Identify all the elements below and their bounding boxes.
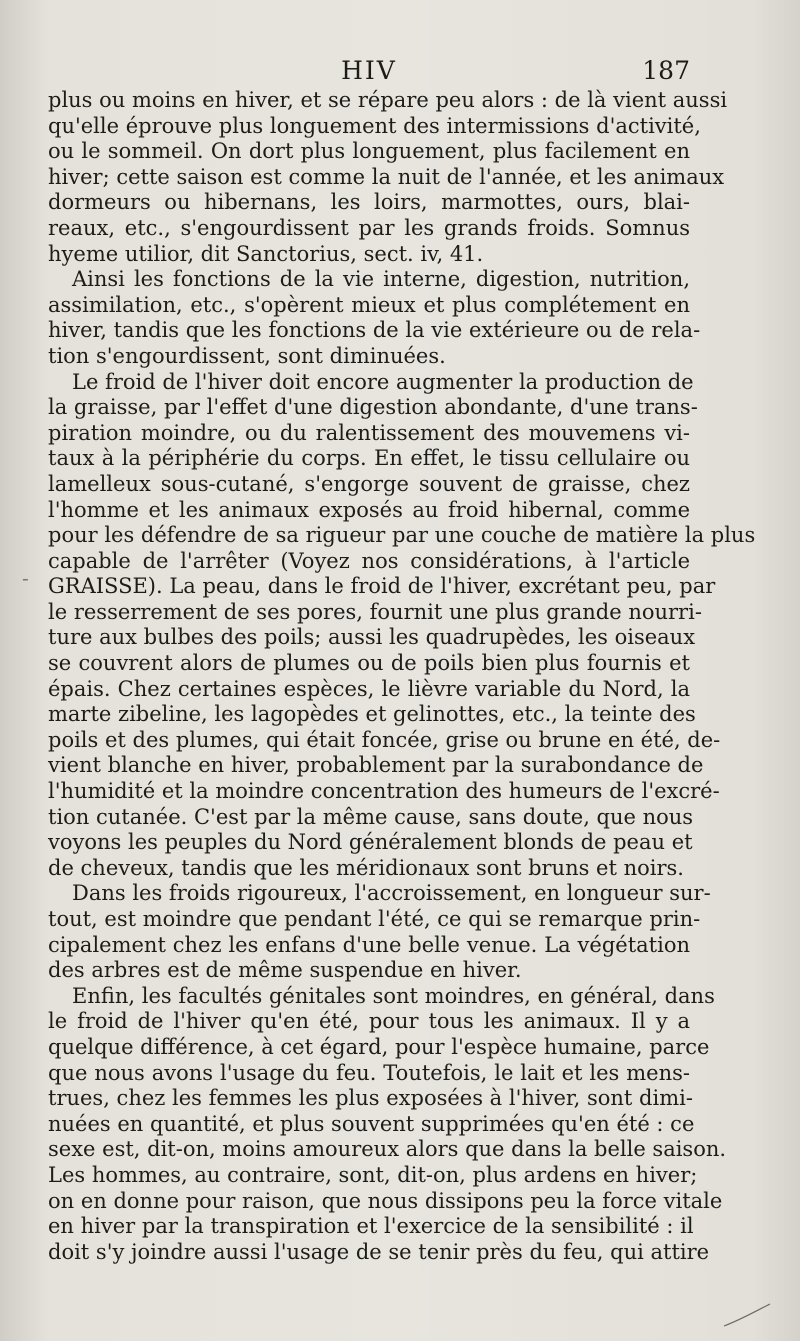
pen-stroke-mark [722,1300,772,1330]
text-line: hiver; cette saison est comme la nuit de l'année, et les animaux [48,164,725,189]
text-line: le resserrement de ses pores, fournit une plus grande nourri- [48,599,702,624]
text-line: qu'elle éprouve plus longuement des intermissions d'activité, [48,113,701,138]
paragraph-5 [48,983,727,1266]
text-line: ture aux bulbes des poils; aussi les quadrupèdes, les oiseaux [48,625,696,650]
text-line: GRAISSE). La peau, dans le froid de l'hiver, excrétant peu, par [48,574,716,599]
text-line: que nous avons l'usage du feu. Toutefois, le lait et les mens- [48,1060,690,1085]
text-line: piration moindre, ou du ralentissement des mouvemens vi- [48,420,690,445]
text-line: cipalement chez les enfans d'une belle venue. La végétation [48,932,690,957]
text-line: lamelleux sous-cutané, s'engorge souvent de graisse, chez [48,471,690,496]
text-line: tion cutanée. C'est par la même cause, sans doute, que nous [48,804,694,829]
text-line: épais. Chez certaines espèces, le lièvre variable du Nord, la [48,676,690,701]
paragraph-1 [48,88,728,267]
text-line: le froid de l'hiver qu'en été, pour tous les animaux. Il y a [48,1009,690,1034]
text-line: doit s'y joindre aussi l'usage de se tenir près du feu, qui attire [48,1239,710,1264]
text-line: hyeme utilior, dit Sanctorius, sect. iv, 41. [48,241,484,266]
text-line: vient blanche en hiver, probablement par la surabondance de [48,753,704,778]
paragraph-2 [48,267,701,369]
text-line: Les hommes, au contraire, sont, dit-on, plus ardens en hiver; [48,1162,698,1187]
paragraph-4 [48,881,711,983]
text-line: la graisse, par l'effet d'une digestion abondante, d'une trans- [48,395,698,420]
text-line: Dans les froids rigoureux, l'accroissement, en longueur sur- [72,881,711,906]
margin-mark: - [22,566,29,590]
text-line: Enfin, les facultés génitales sont moindres, en général, dans [72,983,715,1008]
text-line: on en donne pour raison, que nous dissipons peu la force vitale [48,1188,723,1213]
text-line: l'humidité et la moindre concentration des humeurs de l'excré- [48,779,720,804]
text-line: de cheveux, tandis que les méridionaux sont bruns et noirs. [48,855,684,880]
text-line: capable de l'arrêter (Voyez nos considérations, à l'article [48,548,690,573]
body-text [48,88,756,1265]
text-line: nuées en quantité, et plus souvent supprimées qu'en été : ce [48,1111,695,1136]
text-line: tout, est moindre que pendant l'été, ce qui se remarque prin- [48,907,701,931]
text-line: tion s'engourdissent, sont diminuées. [48,343,446,368]
text-line: quelque différence, à cet égard, pour l'espèce humaine, parce [48,1034,710,1059]
text-line: Ainsi les fonctions de la vie interne, digestion, nutrition, [72,267,690,292]
text-line: dormeurs ou hibernans, les loirs, marmottes, ours, blai- [48,190,690,215]
text-line: des arbres est de même suspendue en hiver. [48,958,522,983]
text-line: reaux, etc., s'engourdissent par les grands froids. Somnus [48,215,690,240]
text-line: marte zibeline, les lagopèdes et gelinottes, etc., la teinte des [48,702,696,727]
text-line: Le froid de l'hiver doit encore augmenter la production de [72,369,694,394]
text-line: ou le sommeil. On dort plus longuement, plus facilement en [48,139,690,164]
page-number: 187 [642,56,690,85]
text-line: voyons les peuples du Nord généralement blonds de peau et [48,830,693,855]
text-line: l'homme et les animaux exposés au froid hibernal, comme [48,497,690,522]
text-line: hiver, tandis que les fonctions de la vie extérieure ou de rela- [48,318,701,343]
text-line: poils et des plumes, qui était foncée, grise ou brune en été, de- [48,727,721,752]
text-line: plus ou moins en hiver, et se répare peu alors : de là vient aussi [48,88,728,112]
text-line: trues, chez les femmes les plus exposées à l'hiver, sont dimi- [48,1086,693,1111]
text-line: se couvrent alors de plumes ou de poils bien plus fournis et [48,651,690,676]
running-head: HIV [341,56,397,85]
text-line: pour les défendre de sa rigueur par une couche de matière la plus [48,523,756,548]
text-line: taux à la périphérie du corps. En effet, le tissu cellulaire ou [48,446,690,471]
paragraph-3 [48,369,756,882]
text-line: en hiver par la transpiration et l'exercice de la sensibilité : il [48,1214,694,1239]
text-line: assimilation, etc., s'opèrent mieux et plus complétement en [48,292,690,317]
text-line: sexe est, dit-on, moins amoureux alors que dans la belle saison. [48,1137,727,1162]
